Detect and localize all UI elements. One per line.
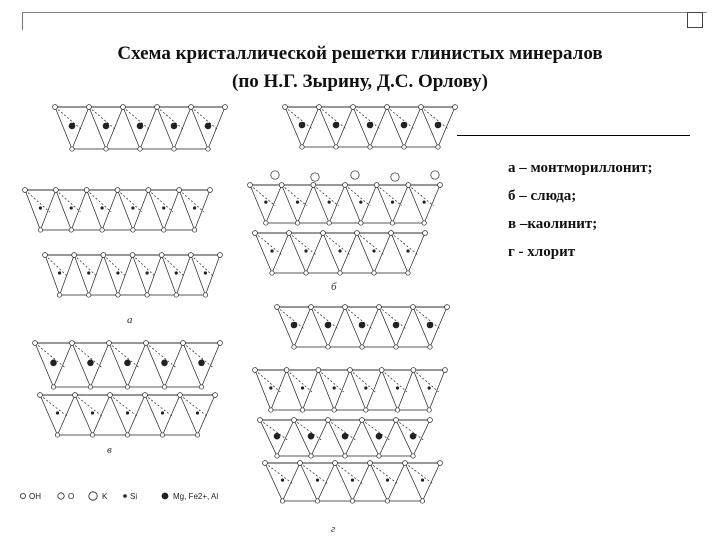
layer-a-1 [53, 105, 228, 152]
legend-item-mica: б – слюда; [508, 188, 577, 204]
o-atom-icon [58, 493, 64, 499]
k-atom-icon [89, 492, 97, 500]
legend-rule [457, 135, 690, 136]
slide-left-rule [22, 12, 23, 30]
layer-g-4 [263, 461, 443, 504]
layer-g-3 [258, 418, 433, 459]
si-atom-icon [123, 494, 127, 498]
layer-v-1 [33, 341, 223, 390]
layer-b-2 [248, 183, 443, 226]
title-line-2: (по Н.Г. Зырину, Д.С. Орлову) [232, 71, 488, 92]
panel-label-a: а [127, 314, 133, 326]
layer-g-1 [275, 305, 450, 350]
layer-a-2 [23, 188, 213, 233]
layer-v-2 [38, 393, 218, 438]
layer-b-3 [253, 231, 428, 276]
atom-legend [20, 492, 218, 501]
atom-legend-oh: OH [29, 492, 41, 501]
panel-label-g: г [331, 523, 336, 535]
legend-item-montmorillonite: а – монтмориллонит; [508, 160, 653, 176]
atom-legend-o: O [68, 492, 75, 501]
interlayer-atom [271, 171, 279, 179]
interlayer-atom [431, 171, 439, 179]
legend-item-chlorite: г - хлорит [508, 244, 576, 260]
slide-title [30, 40, 690, 96]
oh-atom-icon [20, 493, 25, 498]
mg-atom-icon [162, 493, 169, 500]
title-line-1: Схема кристаллической решетки глинистых минералов [117, 43, 603, 64]
panel-label-v: в [107, 444, 112, 456]
layer-a-3 [43, 253, 223, 298]
layer-b-1 [283, 105, 458, 150]
mineral-legend [508, 154, 653, 266]
atom-legend-mg: Mg, Fe2+, Al [173, 492, 219, 501]
layer-g-2 [253, 368, 448, 413]
atom-legend-si: Si [130, 492, 138, 501]
crystal-lattice-figure [15, 95, 460, 540]
panel-label-b: б [331, 281, 337, 293]
slide-corner-box [687, 12, 703, 28]
atom-legend-k: K [102, 492, 108, 501]
interlayer-atom [391, 173, 399, 181]
legend-item-kaolinite: в –каолинит; [508, 216, 598, 232]
interlayer-atom [351, 171, 359, 179]
interlayer-atom [311, 173, 319, 181]
